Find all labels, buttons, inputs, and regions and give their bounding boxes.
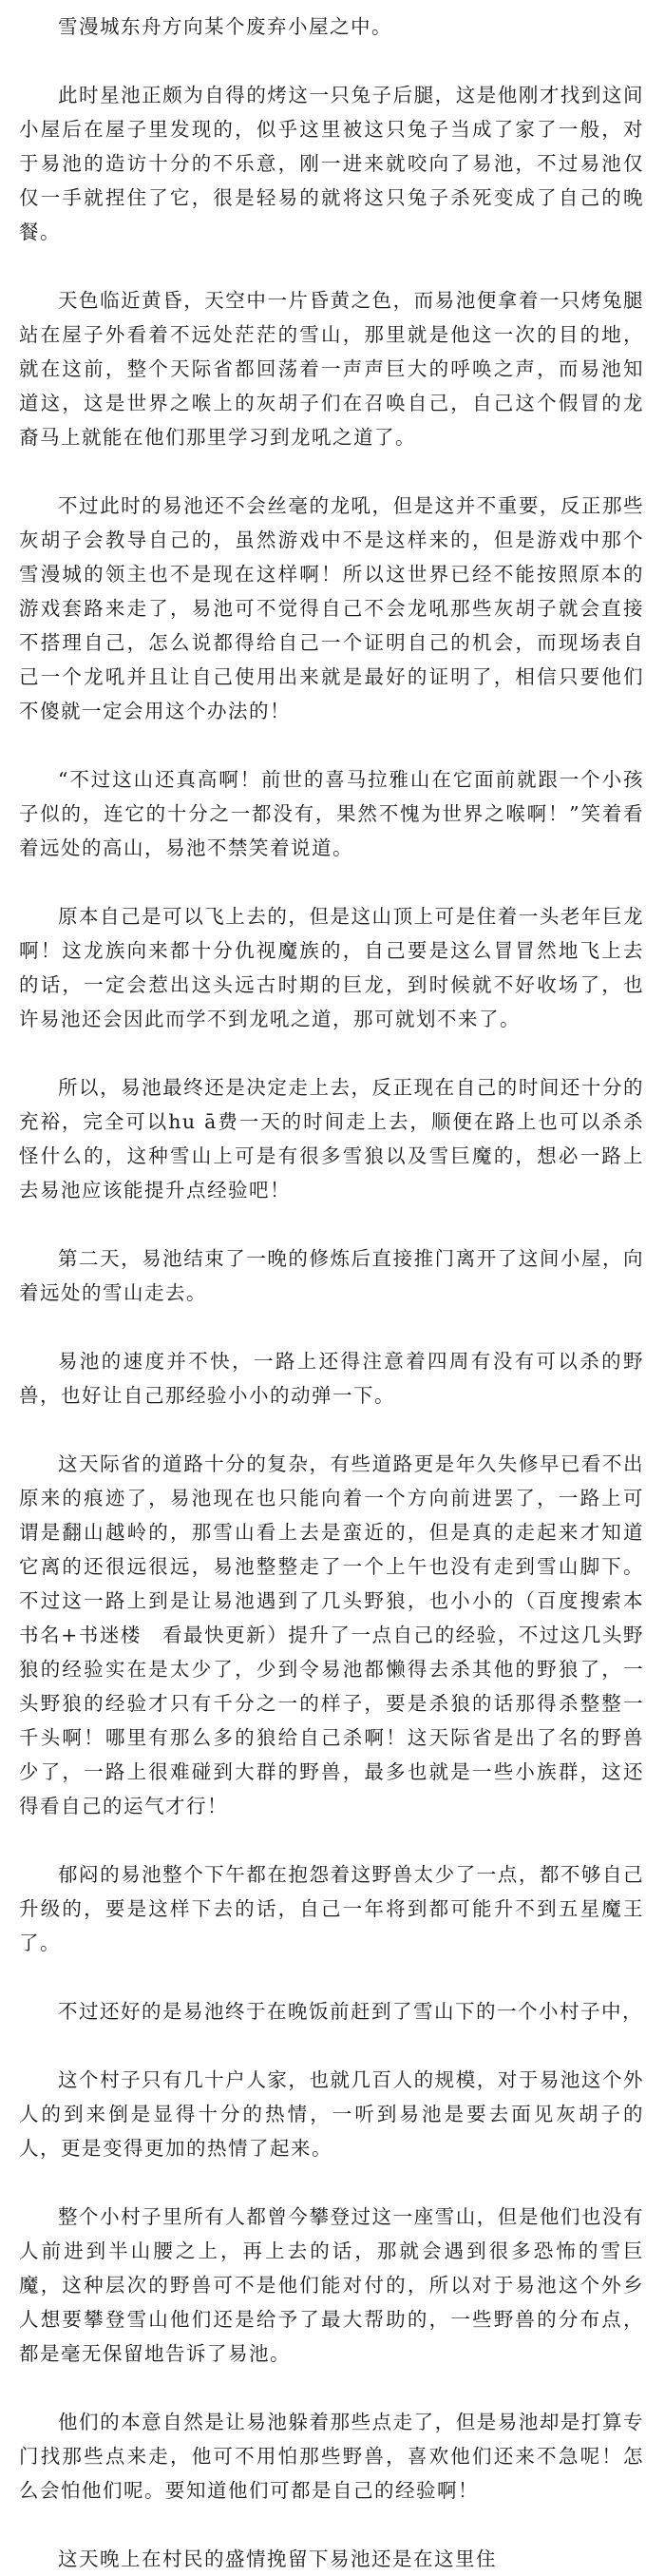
paragraph-12: 不过还好的是易池终于在晚饭前赶到了雪山下的一个小村子中， xyxy=(58,2000,643,2023)
paragraph-8: 第二天，易池结束了一晚的修炼后直接推门离开了这间小屋，向着远处的雪山走去。 xyxy=(19,1247,644,1304)
paragraph-9: 易池的速度并不快，一路上还得注意着四周有没有可以杀的野兽，也好让自己那经验小小的动弹一下。 xyxy=(19,1350,644,1407)
paragraph-3: 天色临近黄昏，天空中一片昏黄之色，而易池便拿着一只烤兔腿站在屋子外看着不远处茫茫的雪山，那里就是他这一次的目的地，就在这前，整个天际省都回荡着一声声巨大的呼唤之声，而易池知道这，这是世界之喉上的灰胡子们在召唤自己，自己这个假冒的龙裔马上就能在他们那里学习到龙吼之道了。 xyxy=(19,289,644,449)
paragraph-1: 雪漫城东舟方向某个废弃小屋之中。 xyxy=(58,15,392,38)
paragraph-7: 所以，易池最终还是决定走上去，反正现在自己的时间还十分的充裕，完全可以hu ā费一天的时间走上去，顺便在路上也可以杀杀怪什么的，这种雪山上可是有很多雪狼以及雪巨魔的，想必一路上去易池应该能提升点经验吧！ xyxy=(19,1076,644,1201)
paragraph-2: 此时星池正颇为自得的烤这一只兔子后腿，这是他刚才找到这间小屋后在屋子里发现的，似乎这里被这只兔子当成了家了一般，对于易池的造访十分的不乐意，刚一进来就咬向了易池，不过易池仅仅一手就捏住了它，很是轻易的就将这只兔子杀死变成了自己的晚餐。 xyxy=(19,84,644,243)
paragraph-16: 这天晚上在村民的盛情挽留下易池还是在这里住 xyxy=(58,2547,497,2570)
paragraph-10: 这天际省的道路十分的复杂，有些道路更是年久失修早已看不出原来的痕迹了，易池现在也只能向着一个方向前进罢了，一路上可谓是翻山越岭的，那雪山看上去是蛮近的，但是真的走起来才知道它离的还很远很远，易池整整走了一个上午也没有走到雪山脚下。不过这一路上到是让易池遇到了几头野狼，也小小的（百度搜索本书名+书迷楼 看最快更新）提升了一点自己的经验，不过这几头野狼的经验实在是太少了，少到令易池都懒得去杀其他的野狼了，一头野狼的经验才只有千分之一的样子，要是杀狼的话那得杀整整一千头啊！哪里有那么多的狼给自己杀啊！这天际省是出了名的野兽少了，一路上很难碰到大群的野兽，最多也就是一些小族群，这还得看自己的运气才行！ xyxy=(19,1452,644,1817)
paragraph-13: 这个村子只有几十户人家，也就几百人的规模，对于易池这个外人的到来倒是显得十分的热情，一听到易池是要去面见灰胡子的人，更是变得更加的热情了起来。 xyxy=(19,2068,644,2160)
paragraph-4: 不过此时的易池还不会丝毫的龙吼，但是这并不重要，反正那些灰胡子会教导自己的，虽然游戏中不是这样来的，但是游戏中那个雪漫城的领主也不是现在这样啊！所以这世界已经不能按照原本的游戏套路来走了，易池可不觉得自己不会龙吼那些灰胡子就会直接不搭理自己，怎么说都得给自己一个证明自己的机会，而现场表自己一个龙吼并且让自己使用出来就是最好的证明了，相信只要他们不傻就一定会用这个办法的！ xyxy=(19,494,644,722)
paragraph-11: 郁闷的易池整个下午都在抱怨着这野兽太少了一点，都不够自己升级的，要是这样下去的话，自己一年将到都可能升不到五星魔王了。 xyxy=(19,1863,644,1954)
paragraph-15: 他们的本意自然是让易池躲着那些点走了，但是易池却是打算专门找那些点来走，他可不用怕那些野兽，喜欢他们还来不急呢！怎么会怕他们呢。要知道他们可都是自己的经验啊！ xyxy=(19,2411,644,2502)
paragraph-6: 原本自己是可以飞上去的，但是这山顶上可是住着一头老年巨龙啊！这龙族向来都十分仇视魔族的，自己要是这么冒冒然地飞上去的话，一定会惹出这头远古时期的巨龙，到时候就不好收场了，也许易池还会因此而学不到龙吼之道，那可就划不来了。 xyxy=(19,905,644,1030)
paragraph-14: 整个小村子里所有人都曾今攀登过这一座雪山，但是他们也没有人前进到半山腰之上，再上去的话，那就会遇到很多恐怖的雪巨魔，这种层次的野兽可不是他们能对付的，所以对于易池这个外乡人想要攀登雪山他们还是给予了最大帮助的，一些野兽的分布点，都是毫无保留地告诉了易池。 xyxy=(19,2205,644,2365)
paragraph-5: “不过这山还真高啊！前世的喜马拉雅山在它面前就跟一个小孩子似的，连它的十分之一都没有，果然不愧为世界之喉啊！”笑着看着远处的高山，易池不禁笑着说道。 xyxy=(19,768,644,859)
